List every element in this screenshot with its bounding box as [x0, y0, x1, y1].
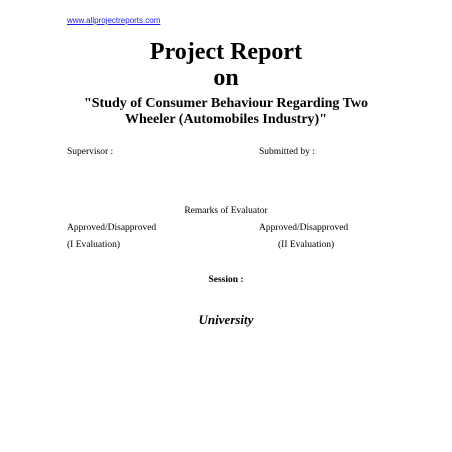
website-link[interactable]: www.allprojectreports.com — [67, 16, 161, 25]
university-name: University — [198, 312, 254, 327]
supervisor-label: Supervisor : — [67, 147, 114, 157]
report-subtitle-line1: "Study of Consumer Behaviour Regarding Two — [83, 96, 369, 111]
second-evaluation-label: (II Evaluation) — [278, 240, 335, 250]
report-title: Project Report — [149, 39, 303, 65]
first-evaluation-label: (I Evaluation) — [67, 240, 121, 250]
submitted-by-label: Submitted by : — [259, 147, 315, 157]
remarks-of-evaluator: Remarks of Evaluator — [184, 206, 268, 216]
session-label: Session : — [208, 275, 244, 285]
report-title-on: on — [213, 65, 239, 91]
first-evaluation-status: Approved/Disapproved — [67, 223, 157, 233]
second-evaluation-status: Approved/Disapproved — [259, 223, 349, 233]
report-subtitle-line2: Wheeler (Automobiles Industry)" — [125, 112, 327, 127]
report-subtitle — [0, 96, 452, 128]
